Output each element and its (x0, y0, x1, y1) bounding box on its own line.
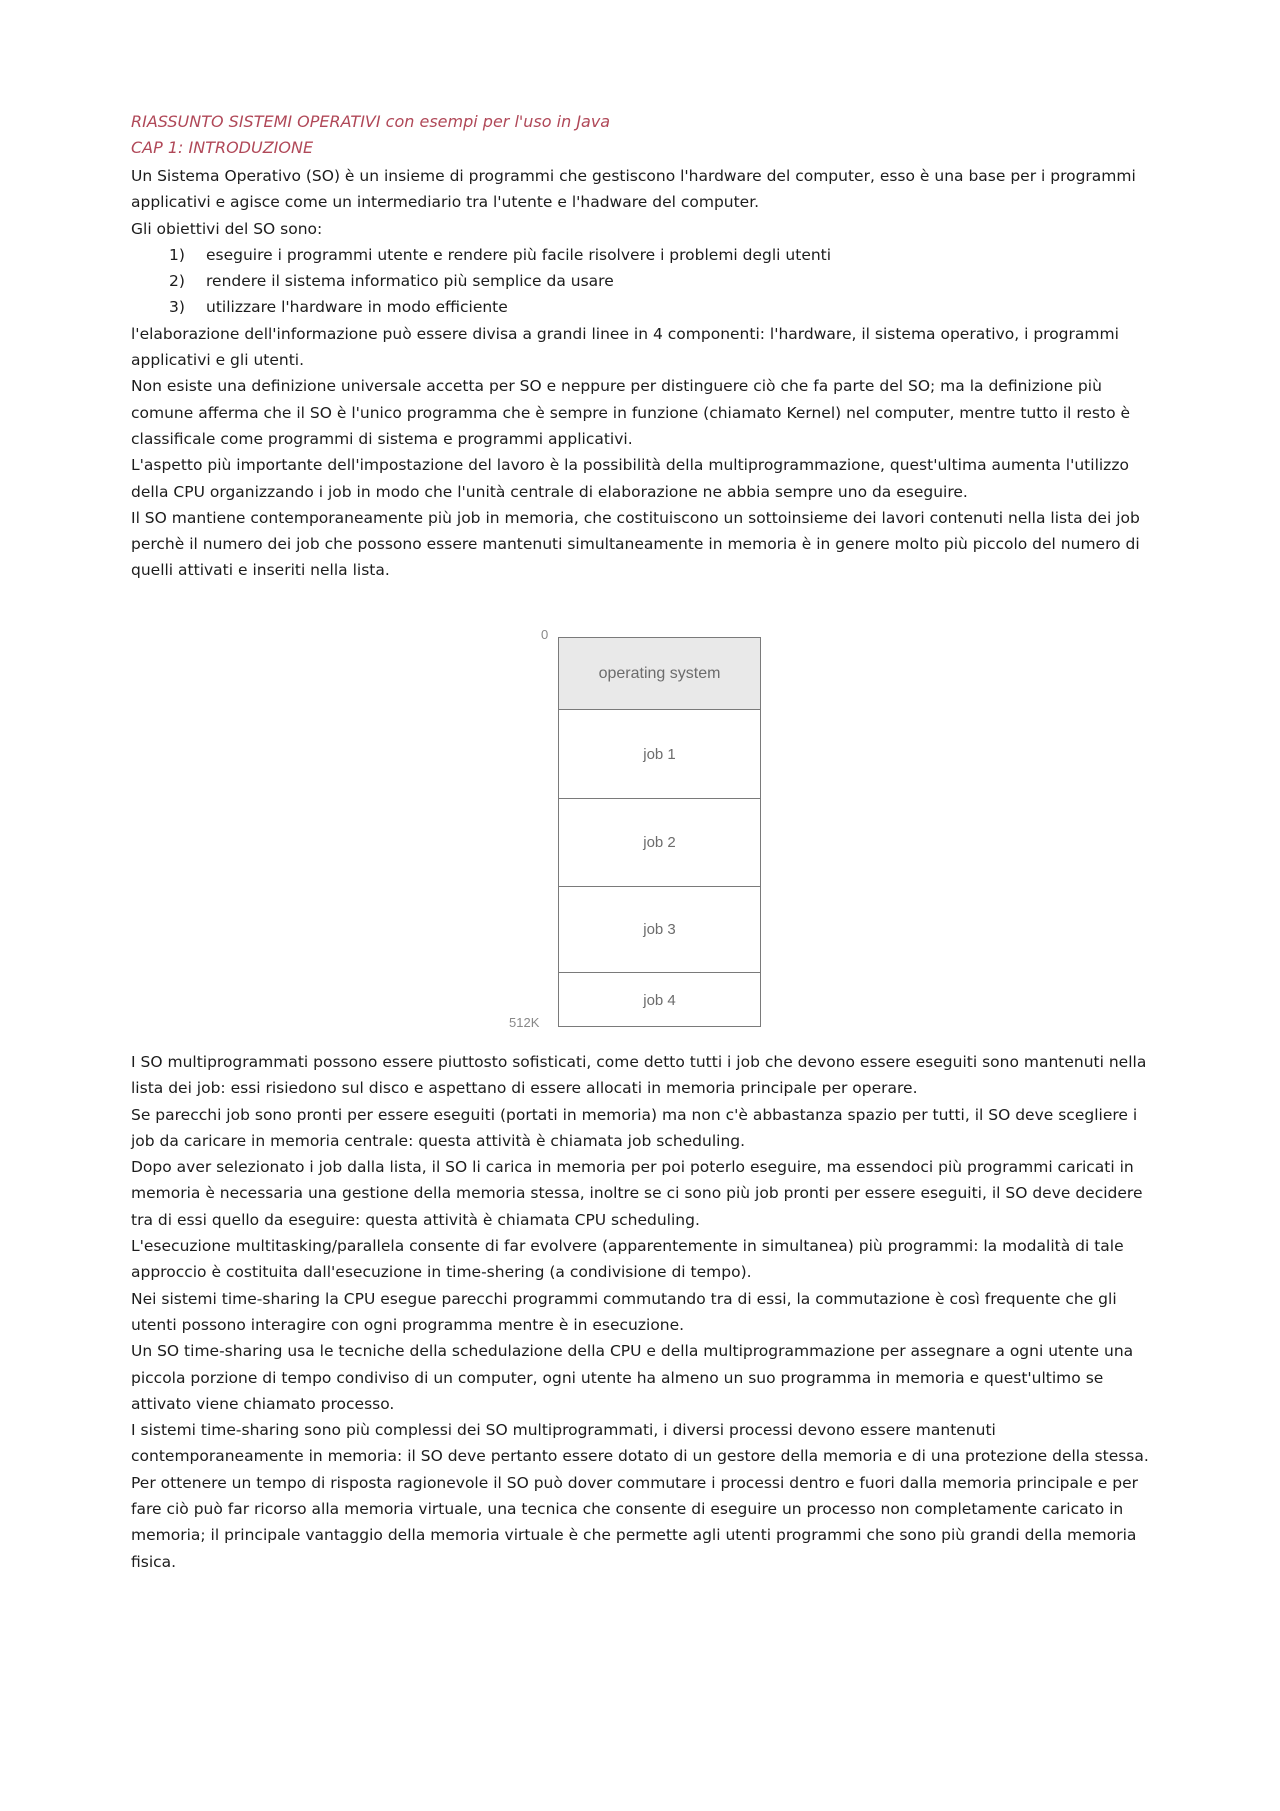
chapter-title: CAP 1: INTRODUZIONE (131, 138, 314, 157)
document-title: RIASSUNTO SISTEMI OPERATIVI con esempi per l'uso in Java (131, 112, 611, 131)
list-number: 3) (169, 298, 185, 317)
paragraph: L'esecuzione multitasking/parallela consente di far evolvere (apparentemente in simultanea) più programmi: la modalità di tale approccio è costituita dall'esecuzione in time-shering (a condivisione di tempo). (131, 1237, 1124, 1282)
title-block (131, 109, 1131, 161)
list-text: eseguire i programmi utente e rendere più facile risolvere i problemi degli utenti (206, 245, 832, 264)
address-label-start: 0 (541, 627, 549, 642)
text-block-after-figure (131, 1049, 1149, 1575)
list-item (169, 294, 1149, 320)
paragraph: Un Sistema Operativo (SO) è un insieme di programmi che gestiscono l'hardware del computer, esso è una base per i programmi applicativi e agisce come un intermediario tra l'utente e l'hadware del computer. (131, 167, 1136, 212)
list-item (169, 242, 1149, 268)
segment-job-1: job 1 (559, 710, 760, 799)
text-block-before-figure (131, 163, 1149, 584)
paragraph: Se parecchi job sono pronti per essere eseguiti (portati in memoria) ma non c'è abbastanza spazio per tutti, il SO deve scegliere i job da caricare in memoria centrale: questa attività è chiamata job scheduling. (131, 1105, 1138, 1150)
paragraph: Nei sistemi time-sharing la CPU esegue parecchi programmi commutando tra di essi, la commutazione è così frequente che gli utenti possono interagire con ogni programma mentre è in esecuzione. (131, 1289, 1117, 1334)
paragraph: Il SO mantiene contemporaneamente più job in memoria, che costituiscono un sottoinsieme dei lavori contenuti nella lista dei job perchè il numero dei job che possono essere mantenuti simultaneamente in memoria è in genere molto più piccolo del numero di quelli attivati e inseriti nella lista. (131, 508, 1140, 580)
memory-layout-figure (495, 623, 785, 1035)
segment-job-3: job 3 (559, 887, 760, 973)
list-number: 2) (169, 272, 185, 291)
segment-operating-system: operating system (559, 638, 760, 710)
list-text: utilizzare l'hardware in modo efficiente (206, 298, 508, 317)
list-text: rendere il sistema informatico più semplice da usare (206, 272, 614, 291)
paragraph: Dopo aver selezionato i job dalla lista, il SO li carica in memoria per poi poterlo eseguire, ma essendoci più programmi caricati in memoria è necessaria una gestione della memoria stessa, inoltre se ci sono più job pronti per essere eseguiti, il SO deve decidere tra di essi quello da eseguire: questa attività è chiamata CPU scheduling. (131, 1158, 1143, 1229)
memory-stack (558, 637, 761, 1027)
address-label-end: 512K (509, 1015, 540, 1030)
goals-list (131, 242, 1149, 321)
paragraph: Per ottenere un tempo di risposta ragionevole il SO può dover commutare i processi dentro e fuori dalla memoria principale e per fare ciò può far ricorso alla memoria virtuale, una tecnica che consente di eseguire un processo non completamente caricato in memoria; il principale vantaggio della memoria virtuale è che permette agli utenti programmi che sono più grandi della memoria fisica. (131, 1473, 1138, 1571)
list-item (169, 268, 1149, 294)
segment-job-2: job 2 (559, 799, 760, 887)
paragraph: l'elaborazione dell'informazione può essere divisa a grandi linee in 4 componenti: l'hardware, il sistema operativo, i programmi applicativi e gli utenti. (131, 324, 1119, 370)
paragraph: L'aspetto più importante dell'impostazione del lavoro è la possibilità della multiprogrammazione, quest'ultima aumenta l'utilizzo della CPU organizzando i job in modo che l'unità centrale di elaborazione ne abbia sempre uno da eseguire. (131, 456, 1129, 501)
paragraph: Gli obiettivi del SO sono: (131, 219, 323, 238)
list-number: 1) (169, 245, 185, 264)
paragraph: Non esiste una definizione universale accetta per SO e neppure per distinguere ciò che fa parte del SO; ma la definizione più comune afferma che il SO è l'unico programma che è sempre in funzione (chiamato Kernel) nel computer, mentre tutto il resto è classificale come programmi di sistema e programmi applicativi. (131, 377, 1131, 448)
paragraph: Un SO time-sharing usa le tecniche della schedulazione della CPU e della multiprogrammazione per assegnare a ogni utente una piccola porzione di tempo condiviso di un computer, ogni utente ha almeno un suo programma in memoria e quest'ultimo se attivato viene chiamato processo. (131, 1342, 1134, 1413)
paragraph: I sistemi time-sharing sono più complessi dei SO multiprogrammati, i diversi processi devono essere mantenuti contemporaneamente in memoria: il SO deve pertanto essere dotato di un gestore della memoria e di una protezione della stessa. (131, 1421, 1149, 1466)
segment-job-4: job 4 (643, 992, 676, 1009)
paragraph: I SO multiprogrammati possono essere piuttosto sofisticati, come detto tutti i job che devono essere eseguiti sono mantenuti nella lista dei job: essi risiedono sul disco e aspettano di essere allocati in memoria principale per operare. (131, 1053, 1147, 1098)
